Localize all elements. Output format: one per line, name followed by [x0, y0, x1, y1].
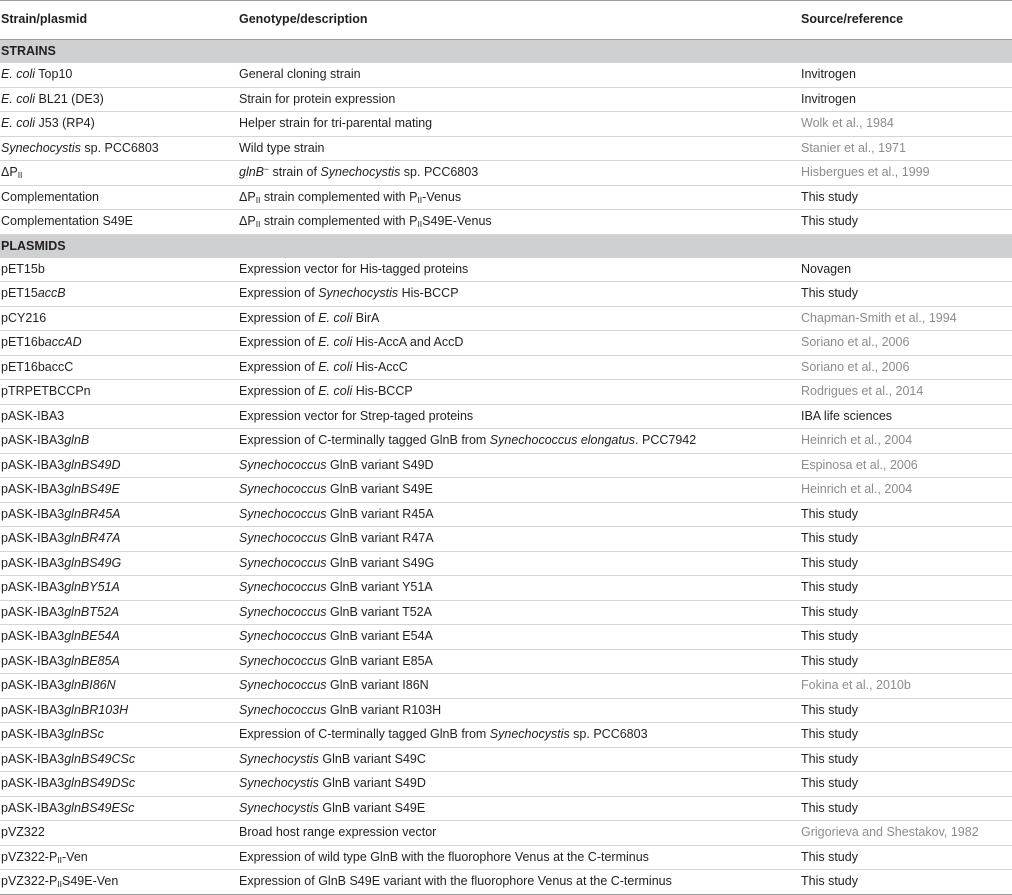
- genotype-description-cell: Synechococcus GlnB variant E54A: [239, 629, 433, 643]
- genotype-description-cell: Expression of GlnB S49E variant with the fluorophore Venus at the C-terminus: [239, 874, 672, 888]
- genotype-description-cell: Expression of E. coli His-AccC: [239, 359, 408, 374]
- source-cell: This study: [801, 629, 858, 643]
- source-cell: This study: [801, 776, 858, 790]
- header-genotype-description: Genotype/description: [239, 12, 368, 26]
- strain-plasmid-cell: pET15accB: [1, 286, 66, 300]
- genotype-description-cell: General cloning strain: [239, 67, 361, 81]
- header-source-reference: Source/reference: [801, 12, 904, 26]
- source-cell: This study: [801, 702, 858, 717]
- genotype-description-cell: Synechocystis GlnB variant S49D: [239, 776, 426, 790]
- genotype-description-cell: Broad host range expression vector: [239, 825, 437, 839]
- strain-plasmid-cell: E. coli BL21 (DE3): [1, 91, 104, 106]
- strain-plasmid-cell: Complementation S49E: [1, 214, 134, 228]
- section-header: [0, 40, 1012, 63]
- table-row: [0, 748, 1012, 773]
- genotype-description-cell: Expression of E. coli His-BCCP: [239, 384, 413, 398]
- strain-plasmid-cell: pASK-IBA3glnBS49G: [1, 555, 122, 570]
- genotype-description-cell: Expression vector for His-tagged proteins: [239, 261, 469, 276]
- source-cell: This study: [801, 604, 858, 619]
- reference-link[interactable]: Wolk et al., 1984: [801, 116, 894, 130]
- source-cell: This study: [801, 653, 858, 668]
- strain-plasmid-cell: pET16baccC: [1, 359, 74, 374]
- table-row: [0, 405, 1012, 430]
- table-row: [0, 503, 1012, 528]
- genotype-description-cell: Synechococcus GlnB variant R47A: [239, 531, 434, 545]
- strain-plasmid-cell: Complementation: [1, 189, 99, 204]
- genotype-description-cell: Expression vector for Strep-taged proteins: [239, 408, 474, 423]
- strain-plasmid-cell: pASK-IBA3glnBSc: [1, 727, 104, 741]
- strain-plasmid-cell: Synechocystis sp. PCC6803: [1, 140, 159, 155]
- strain-plasmid-cell: pET15b: [1, 261, 45, 276]
- source-cell: This study: [801, 800, 858, 815]
- genotype-description-cell: $\Delta P_{II}$ strain complemented with $P_{II}$-Venus: [239, 189, 462, 205]
- table-row: [0, 282, 1012, 307]
- genotype-description-cell: Synechocystis GlnB variant S49C: [239, 751, 426, 766]
- genotype-description-cell: Synechococcus GlnB variant T52A: [239, 604, 432, 619]
- genotype-description-cell: Expression of E. coli His-AccA and AccD: [239, 335, 464, 349]
- table-header: [0, 0, 1012, 40]
- strain-plasmid-cell: pASK-IBA3glnBS49D: [1, 457, 121, 472]
- table-row: [0, 186, 1012, 211]
- strain-plasmid-cell: pASK-IBA3glnB: [1, 433, 90, 447]
- table-row: [0, 552, 1012, 577]
- genotype-description-cell: Synechococcus GlnB variant S49G: [239, 555, 435, 570]
- section-header: [0, 235, 1012, 258]
- strain-plasmid-cell: pCY216: [1, 310, 47, 325]
- source-cell: This study: [801, 555, 858, 570]
- table-row: [0, 258, 1012, 283]
- strain-plasmid-cell: pASK-IBA3glnBR45A: [1, 506, 121, 521]
- genotype-description-cell: Helper strain for tri-parental mating: [239, 116, 433, 130]
- source-cell: This study: [801, 214, 858, 228]
- strain-plasmid-cell: pTRPETBCCPn: [1, 384, 91, 398]
- table-row: [0, 772, 1012, 797]
- source-cell: This study: [801, 849, 858, 864]
- table-row: [0, 821, 1012, 846]
- table-row: [0, 527, 1012, 552]
- table-row: [0, 356, 1012, 381]
- strain-plasmid-cell: pASK-IBA3glnBR47A: [1, 531, 121, 545]
- strain-plasmid-cell: pVZ322: [1, 825, 45, 839]
- table-row: [0, 723, 1012, 748]
- table-row: [0, 161, 1012, 186]
- genotype-description-cell: Expression of C-terminally tagged GlnB from Synechocystis sp. PCC6803: [239, 727, 648, 741]
- genotype-description-cell: Synechococcus GlnB variant S49D: [239, 457, 434, 472]
- table-row: [0, 429, 1012, 454]
- genotype-description-cell: Expression of Synechocystis His-BCCP: [239, 286, 459, 300]
- source-cell: This study: [801, 874, 858, 888]
- reference-link[interactable]: Espinosa et al., 2006: [801, 457, 918, 472]
- genotype-description-cell: Expression of wild type GlnB with the fluorophore Venus at the C-terminus: [239, 849, 649, 864]
- strain-plasmid-cell: pASK-IBA3glnBS49E: [1, 482, 120, 496]
- genotype-description-cell: Synechococcus GlnB variant S49E: [239, 482, 433, 496]
- source-cell: Invitrogen: [801, 91, 856, 106]
- table-row: [0, 650, 1012, 675]
- strain-plasmid-cell: E. coli Top10: [1, 67, 73, 81]
- table-row: [0, 576, 1012, 601]
- table-row: [0, 601, 1012, 626]
- genotype-description-cell: Expression of C-terminally tagged GlnB from Synechococcus elongatus. PCC7942: [239, 433, 697, 447]
- genotype-description-cell: Synechococcus GlnB variant R103H: [239, 702, 442, 717]
- reference-link[interactable]: Grigorieva and Shestakov, 1982: [801, 825, 979, 839]
- source-cell: This study: [801, 286, 858, 300]
- header-strain-plasmid: Strain/plasmid: [1, 12, 88, 26]
- strain-plasmid-cell: pASK-IBA3glnBT52A: [1, 604, 120, 619]
- genotype-description-cell: Strain for protein expression: [239, 91, 396, 106]
- source-cell: This study: [801, 531, 858, 545]
- genotype-description-cell: glnB− strain of Synechocystis sp. PCC6803: [239, 164, 479, 179]
- table-row: [0, 478, 1012, 503]
- genotype-description-cell: Synechococcus GlnB variant I86N: [239, 678, 429, 692]
- source-cell: This study: [801, 189, 858, 204]
- strain-plasmid-cell: pASK-IBA3glnBS49DSc: [1, 776, 136, 790]
- strain-plasmid-cell: pASK-IBA3glnBS49CSc: [1, 751, 136, 766]
- reference-link[interactable]: Heinrich et al., 2004: [801, 482, 913, 496]
- strain-plasmid-cell: pASK-IBA3glnBY51A: [1, 580, 120, 594]
- reference-link[interactable]: Stanier et al., 1971: [801, 140, 906, 155]
- reference-link[interactable]: Chapman-Smith et al., 1994: [801, 310, 957, 325]
- source-cell: This study: [801, 580, 858, 594]
- table-row: [0, 307, 1012, 332]
- genotype-description-cell: Synechococcus GlnB variant Y51A: [239, 580, 433, 594]
- strain-plasmid-cell: pASK-IBA3glnBR103H: [1, 702, 129, 717]
- section-title: STRAINS: [1, 44, 56, 58]
- source-cell: Novagen: [801, 261, 852, 276]
- source-cell: This study: [801, 727, 858, 741]
- table-row: [0, 625, 1012, 650]
- strain-plasmid-cell: pET16baccAD: [1, 335, 82, 349]
- genotype-description-cell: Synechococcus GlnB variant R45A: [239, 506, 434, 521]
- strain-plasmid-cell: pASK-IBA3: [1, 408, 65, 423]
- genotype-description-cell: Expression of E. coli BirA: [239, 310, 380, 325]
- reference-link[interactable]: Rodrigues et al., 2014: [801, 384, 924, 398]
- section-title: PLASMIDS: [1, 238, 66, 253]
- table-row: [0, 454, 1012, 479]
- strain-plasmid-cell: pASK-IBA3glnBE85A: [1, 653, 120, 668]
- reference-link[interactable]: Heinrich et al., 2004: [801, 433, 913, 447]
- genotype-description-cell: $\Delta P_{II}$ strain complemented with $P_{II}S49E$-Venus: [239, 214, 492, 229]
- strain-plasmid-cell: pASK-IBA3glnBI86N: [1, 678, 116, 692]
- strain-plasmid-cell: pASK-IBA3glnBS49ESc: [1, 800, 135, 815]
- reference-link[interactable]: Soriano et al., 2006: [801, 359, 910, 374]
- table-row: [0, 380, 1012, 405]
- strain-plasmid-cell: E. coli J53 (RP4): [1, 116, 95, 130]
- genotype-description-cell: Wild type strain: [239, 140, 325, 155]
- strain-plasmid-cell: pASK-IBA3glnBE54A: [1, 629, 120, 643]
- source-cell: This study: [801, 506, 858, 521]
- table-row: [0, 137, 1012, 162]
- table-row: [0, 63, 1012, 88]
- strain-plasmid-cell: $pVZ322-P_{II}$-Ven: [1, 849, 88, 865]
- source-cell: This study: [801, 751, 858, 766]
- table-row: [0, 112, 1012, 137]
- reference-link[interactable]: Soriano et al., 2006: [801, 335, 910, 349]
- table-row: [0, 210, 1012, 235]
- genotype-description-cell: Synechocystis GlnB variant S49E: [239, 800, 426, 815]
- strain-plasmid-cell: $\Delta P_{II}$: [1, 165, 23, 180]
- table-row: [0, 699, 1012, 724]
- genotype-description-cell: Synechococcus GlnB variant E85A: [239, 653, 433, 668]
- table-row: [0, 674, 1012, 699]
- reference-link[interactable]: Hisbergues et al., 1999: [801, 165, 930, 179]
- table-row: [0, 331, 1012, 356]
- table-row: [0, 88, 1012, 113]
- strain-plasmid-cell: $pVZ322-P_{II}S49E$-Ven: [1, 874, 119, 889]
- table-row: [0, 846, 1012, 871]
- table-row: [0, 797, 1012, 822]
- table-row: [0, 870, 1012, 895]
- source-cell: Invitrogen: [801, 67, 856, 81]
- table-body: [0, 40, 1012, 895]
- source-cell: IBA life sciences: [801, 408, 893, 423]
- reference-link[interactable]: Fokina et al., 2010b: [801, 678, 911, 692]
